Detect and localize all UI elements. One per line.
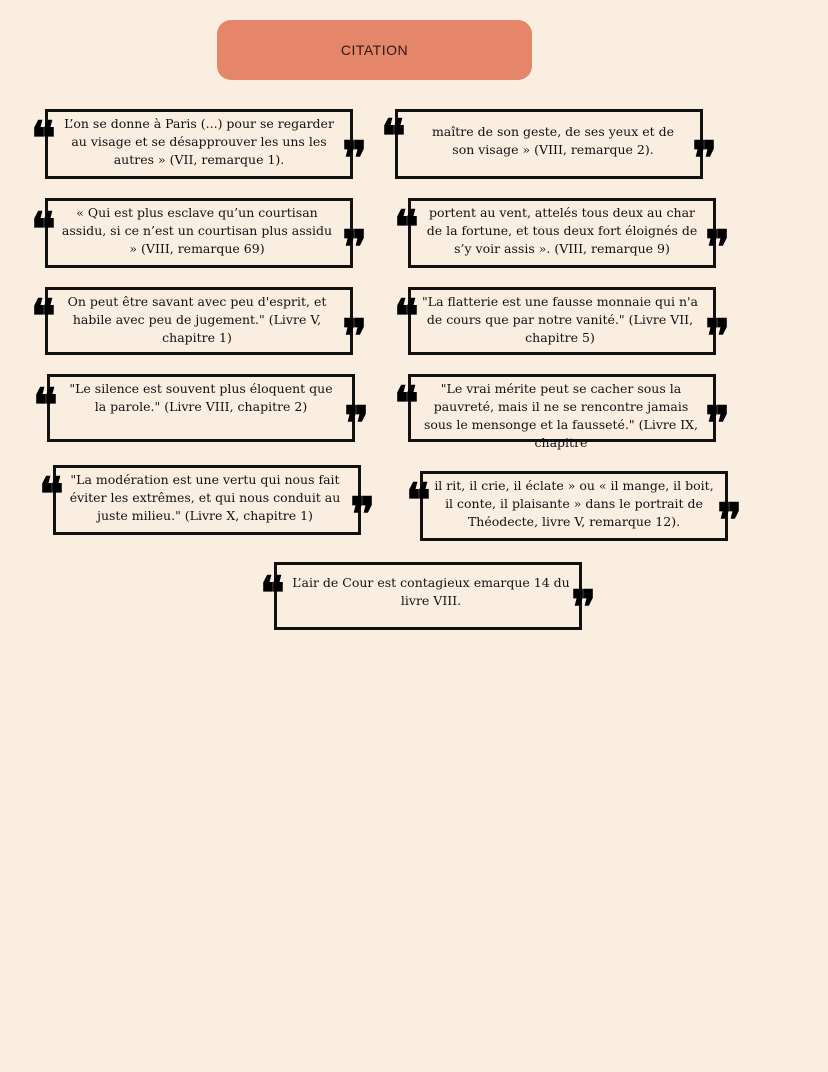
opening-quote-icon: ❝: [39, 467, 64, 521]
quote-text: L’on se donne à Paris (...) pour se regarder au visage et se désapprouver les uns les autres » (VII, remarque 1).: [64, 116, 334, 167]
closing-quote-icon: ❞: [717, 493, 742, 547]
quote-card: [31, 109, 367, 185]
quote-card: [39, 465, 375, 541]
quote-card: [394, 287, 730, 363]
page-title: CITATION: [340, 42, 409, 58]
closing-quote-icon: ❞: [342, 220, 367, 274]
quote-text: maître de son geste, de ses yeux et de son visage » (VIII, remarque 2).: [431, 124, 675, 157]
opening-quote-icon: ❝: [394, 289, 419, 343]
quote-text: "La flatterie est une fausse monnaie qui n'a de cours que par notre vanité." (Livre VII, chapitre 5): [422, 294, 698, 345]
opening-quote-icon: ❝: [31, 202, 56, 256]
opening-quote-icon: ❝: [406, 473, 431, 527]
quote-card: [31, 287, 367, 363]
quote-card: [260, 562, 596, 634]
quote-text: "Le vrai mérite peut se cacher sous la pauvreté, mais il ne se rencontre jamais sous le mensonge et la fausseté." (Livre IX, chapitre: [423, 381, 699, 450]
opening-quote-icon: ❝: [31, 289, 56, 343]
closing-quote-icon: ❞: [705, 220, 730, 274]
quote-card: [31, 198, 367, 274]
closing-quote-icon: ❞: [571, 580, 596, 634]
closing-quote-icon: ❞: [350, 487, 375, 541]
quote-text: On peut être savant avec peu d'esprit, et habile avec peu de jugement." (Livre V, chapitre 1): [67, 294, 327, 345]
opening-quote-icon: ❝: [33, 378, 58, 432]
quote-text: « Qui est plus esclave qu’un courtisan assidu, si ce n’est un courtisan plus assidu » (VIII, remarque 69): [61, 205, 333, 256]
closing-quote-icon: ❞: [705, 309, 730, 363]
closing-quote-icon: ❞: [692, 131, 717, 185]
quote-card: [394, 374, 730, 450]
quote-text: L’air de Cour est contagieux emarque 14 du livre VIII.: [292, 575, 570, 608]
closing-quote-icon: ❞: [705, 396, 730, 450]
quote-text: "Le silence est souvent plus éloquent que la parole." (Livre VIII, chapitre 2): [69, 381, 333, 414]
opening-quote-icon: ❝: [381, 109, 406, 163]
title-banner: [217, 20, 532, 80]
closing-quote-icon: ❞: [344, 396, 369, 450]
opening-quote-icon: ❝: [31, 111, 56, 165]
quote-text: il rit, il crie, il éclate » ou « il mange, il boit, il conte, il plaisante » dans le portrait de Théodecte, livre V, remarque 12).: [434, 478, 714, 529]
quote-card: [394, 198, 730, 274]
closing-quote-icon: ❞: [342, 131, 367, 185]
quote-text: "La modération est une vertu qui nous fait éviter les extrêmes, et qui nous conduit au juste milieu." (Livre X, chapitre 1): [69, 472, 341, 523]
quote-card: [381, 109, 717, 185]
opening-quote-icon: ❝: [394, 200, 419, 254]
closing-quote-icon: ❞: [342, 309, 367, 363]
quote-text: portent au vent, attelés tous deux au char de la fortune, et tous deux fort éloignés de s’y voir assis ». (VIII, remarque 9): [426, 205, 698, 256]
opening-quote-icon: ❝: [394, 376, 419, 430]
opening-quote-icon: ❝: [260, 566, 285, 620]
quote-card: [406, 471, 742, 547]
quote-card: [33, 374, 369, 450]
